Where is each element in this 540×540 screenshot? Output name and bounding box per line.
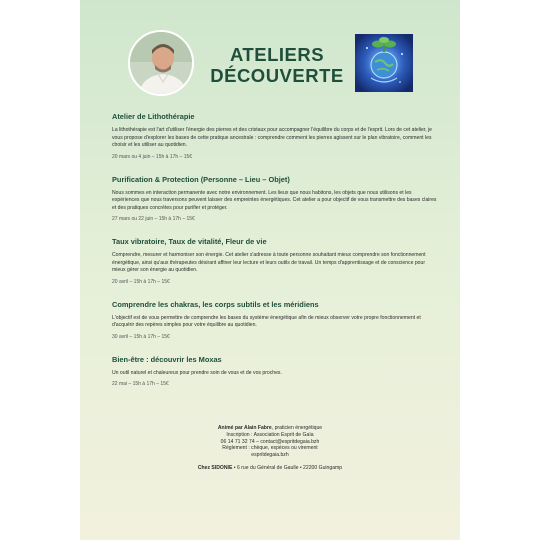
workshop-date: 20 mars ou 4 juin – 15h à 17h – 15€ — [112, 153, 193, 160]
workshop-list — [112, 112, 438, 402]
workshop-title: Comprendre les chakras, les corps subtils et les méridiens — [112, 299, 319, 309]
venue-line — [80, 465, 460, 472]
workshop-purification — [112, 175, 438, 224]
workshop-title: Taux vibratoire, Taux de vitalité, Fleur de vie — [112, 237, 267, 246]
workshop-description: L'objectif est de vous permettre de comprendre les bases du système énergétique afin de mieux observer votre propre fonctionnement et d'acquérir des repères simples pour votre équilibre au quotidien. — [112, 314, 421, 328]
title-line-1: ATELIERS — [229, 44, 325, 65]
flyer-page — [80, 0, 460, 540]
workshop-date: 20 avril – 15h à 17h – 15€ — [112, 278, 170, 285]
globe-tree-logo-icon — [355, 34, 413, 92]
workshop-date: 22 mai – 15h à 17h – 15€ — [112, 381, 169, 387]
workshop-lithotherapie — [112, 112, 438, 161]
flyer-header — [80, 0, 460, 110]
workshop-description: La lithothérapie est l'art d'utiliser l'énergie des pierres et des cristaux pour accompagner l'équilibre du corps et de l'esprit. Lors de cet atelier, je vous propose d'explorer les bases de cette pratique ancestrale : comprendre comment les pierres agissent sur le plan vibratoire, comment les choisir et les utiliser au quotidien. — [112, 127, 432, 148]
workshop-taux-vibratoire — [112, 237, 438, 286]
inscription-line: Inscription : Association Esprit de Gaïa — [226, 431, 314, 438]
venue-name: Chez SIDONIE — [197, 464, 233, 471]
workshop-date: 27 mars ou 22 juin – 15h à 17h – 15€ — [112, 216, 195, 222]
workshop-title: Atelier de Lithothérapie — [112, 112, 195, 121]
animator-line — [80, 425, 460, 432]
portrait-photo-icon — [128, 30, 194, 96]
workshop-description: Nous sommes en interaction permanente avec notre environnement. Les lieux que nous habitons, les objets que nous utilisons et les expériences que nous traversons peuvent laisser des empreintes énergétiques. Cet atelier a pour objectif de vous transmettre des bases claires et des pratiques concrètes pour purifier et protéger. — [112, 189, 437, 211]
page-title — [202, 44, 352, 86]
workshop-chakras — [112, 300, 438, 341]
payment-line: Règlement : chèque, espèces ou virement — [222, 445, 318, 452]
title-line-2: DÉCOUVERTE — [210, 65, 344, 86]
contact-line: 06 14 71 32 74 – contact@espritdegaia.bzh — [220, 438, 320, 445]
workshop-moxas — [112, 355, 438, 389]
animator-name: Animé par Alain Fabre — [217, 425, 272, 431]
contact-footer — [80, 425, 460, 472]
website-line: espritdegaia.bzh — [251, 452, 289, 459]
workshop-date: 30 avril – 15h à 17h – 15€ — [112, 333, 170, 340]
workshop-title: Bien-être : découvrir les Moxas — [112, 354, 222, 364]
animator-role: , praticien énergétique — [271, 425, 323, 431]
venue-address: • 6 rue du Général de Gaulle • 22200 Guingamp — [232, 464, 343, 471]
workshop-description: Comprendre, mesurer et harmoniser son énergie. Cet atelier s'adresse à toute personne souhaitant mieux comprendre son fonctionnement énergétique, ainsi qu'aux thérapeutes désirant affiner leur lecture et leurs outils de travail. Un temps d'apprentissage et de conscience pour mieux gérer son énergie au quotidien. — [112, 252, 426, 273]
workshop-title: Purification & Protection (Personne – Lieu – Objet) — [112, 174, 290, 184]
workshop-description: Un outil naturel et chaleureux pour prendre soin de vous et de vos proches. — [112, 369, 282, 376]
